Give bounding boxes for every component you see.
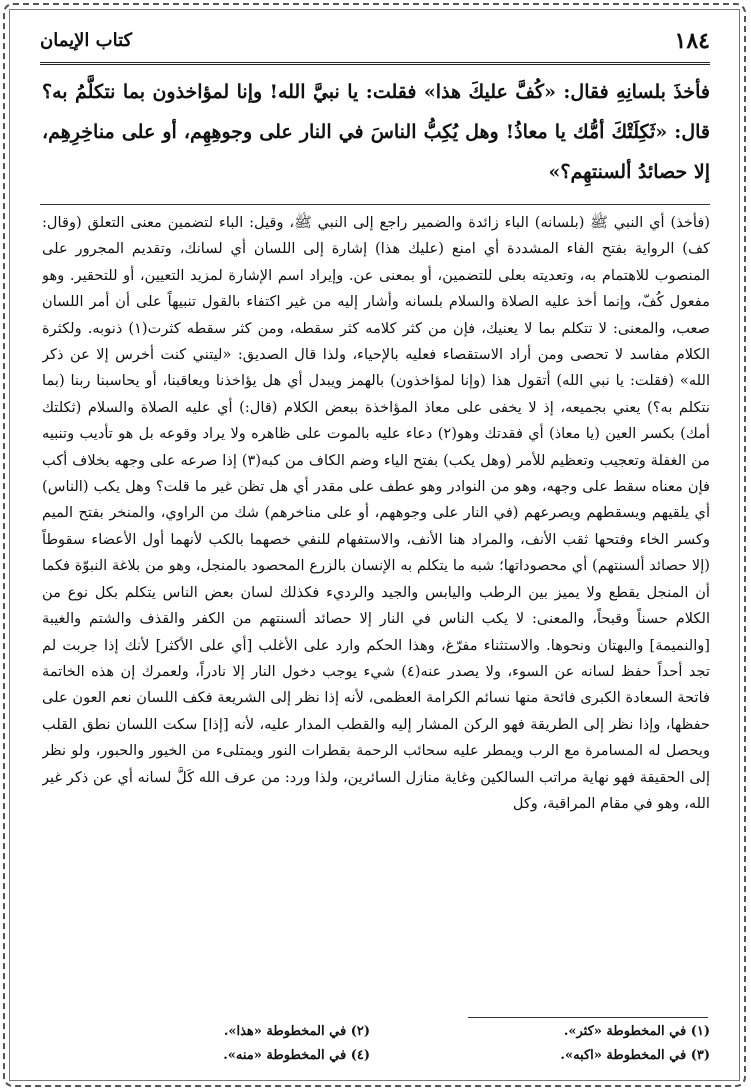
footnote-number: (٢) [350,1024,370,1039]
footnote-text: في المخطوطة «اكبه». [560,1048,687,1063]
footnote-number: (١) [690,1024,710,1039]
hadith-divider [40,204,710,205]
hadith-text: فأخذَ بلسانِهِ فقال: «كُفَّ عليكَ هذا» فقلت: يا نبيَّ الله! وإنا لمؤاخذون بما نتكلَّمُ به؟ قال: «ثَكِلَتْكَ أمُّك يا معاذُ! وهل يُكِبُّ الناسَ في النار على وجوهِهِم، أو على مناخِرِهِم، إلا حصائدُ ألسنتهِم؟» [42,81,710,183]
footnotes [42,1024,710,1072]
footnote-text: في المخطوطة «منه». [223,1048,347,1063]
footnote-4 [50,1048,370,1063]
footnote-2 [50,1024,370,1039]
commentary-text: (فأخذ) أي النبي ﷺ (بلسانه) الباء زائدة والضمير راجع إلى النبي ﷺ، وقيل: الباء لتضمين معنى التعلق (وقال: كف) الرواية بفتح الفاء المشددة أي امنع (عليك هذا) إشارة إلى اللسان أي لسانك، وتقديم المجرور على المنصوب للاهتمام به، وتعديته بعلى للتضمين، أو بمعنى عن. وإيراد اسم الإشارة لمزيد التعيين، أو للتحقير. وهو مفعول كُفّ، وإنما أخذ عليه الصلاة والسلام بلسانه وأشار إليه من غير اكتفاء بالقول تنبيهاً على أن أمر اللسان صعب، والمعنى: لا تتكلم بما لا يعنيك، فإن من كثر كلامه كثر سقطه، ومن كثر سقطه كثرت(١) ذنوبه. ولكثرة الكلام مفاسد لا تحصى ومن أراد الاستقصاء فعليه بالإحياء، ولذا قال الصديق: «ليتني كنت أخرس إلا عن ذكر الله» (فقلت: يا نبي الله) أتقول هذا (وإنا لمؤاخذون) بالهمز ويبدل أي هل يؤاخذنا ويعاقبنا، أو يحاسبنا ربنا (بما نتكلم به؟) يعني بجميعه، إذ لا يخفى على معاذ المؤاخذة ببعض الكلام (قال:) أي عليه الصلاة والسلام (ثكلتك أمك) بكسر العين (يا معاذ) أي فقدتك وهو(٢) دعاء عليه بالموت على ظاهره ولا يراد وقوعه بل هو تأديب وتنبيه من الغفلة وتعجيب وتعظيم للأمر (وهل يكب) بفتح الياء وضم الكاف من كبه(٣) إذا صرعه على وجهه بخلاف أكب فإن معناه سقط على وجهه، وهو من النوادر وهو عطف على مقدر أي هل تظن غير ما قلت؟ وهل يكب (الناس) أي يلقيهم ويسقطهم ويصرعهم (في النار على وجوههم، أو على مناخرهم) شك من الراوي، والمنخر بفتح الميم وكسر الخاء وفتحها ثقب الأنف، والمراد هنا الأنف، والاستفهام للنفي خصهما بالكب لأنهما أول الأعضاء سقوطاً (إلا حصائد ألسنتهم) أي محصوداتها؛ شبه ما يتكلم به الإنسان بالزرع المحصود بالمنجل، وهو من بلاغة النبوّة فكما أن المنجل يقطع ولا يميز بين الرطب واليابس والجيد والرديء فكذلك لسان بعض الناس يتكلم بكل نوع من الكلام حسناً وقبحاً، والمعنى: لا يكب الناس في النار إلا حصائد ألسنتهم من الكفر والقذف والشتم والغيبة [والنميمة] والبهتان ونحوها. والاستثناء مفرّغ، وهذا الحكم وارد على الأغلب [أي على الأكثر] لأنك إذا جربت لم تجد أحداً حفظ لسانه عن السوء، ولا يصدر عنه(٤) شيء يوجب دخول النار إلا نادراً، ولعمرك إن هذه الخاتمة فاتحة السعادة الكبرى فائحة منها نسائم الكرامة العظمى، لأنه إذا نظر إلى الشريعة فكف اللسان نعم العون على حفظها، وإذا نظر إلى الطريقة فهو الركن المشار إليه والقطب المدار عليه، لأنه [إذا] سكت اللسان نطق القلب ويحصل له المسامرة مع الرب ويمطر عليه سحائب الرحمة بقطرات النور ويمتلىء من الخيور والحبور، ولو نظر إلى الحقيقة فهو نهاية مراتب السالكين وغاية منازل السائرين، ولذا ورد: من عرف الله كَلَّ لسانه أي عن ذكر غير الله، وهو في مقام المراقبة، وكل [42,214,710,812]
footnote-number: (٣) [690,1048,710,1063]
page-number: ١٨٤ [674,28,710,54]
book-title: كتاب الإيمان [40,30,133,51]
footnote-divider [468,1017,708,1018]
footnote-text: في المخطوطة «هذا». [223,1024,347,1039]
footnote-text: في المخطوطة «كثر». [563,1024,687,1039]
header-divider [40,62,710,65]
footnote-number: (٤) [350,1048,370,1063]
footnote-3 [390,1048,710,1063]
footnote-1 [390,1024,710,1039]
page-header [40,22,710,62]
